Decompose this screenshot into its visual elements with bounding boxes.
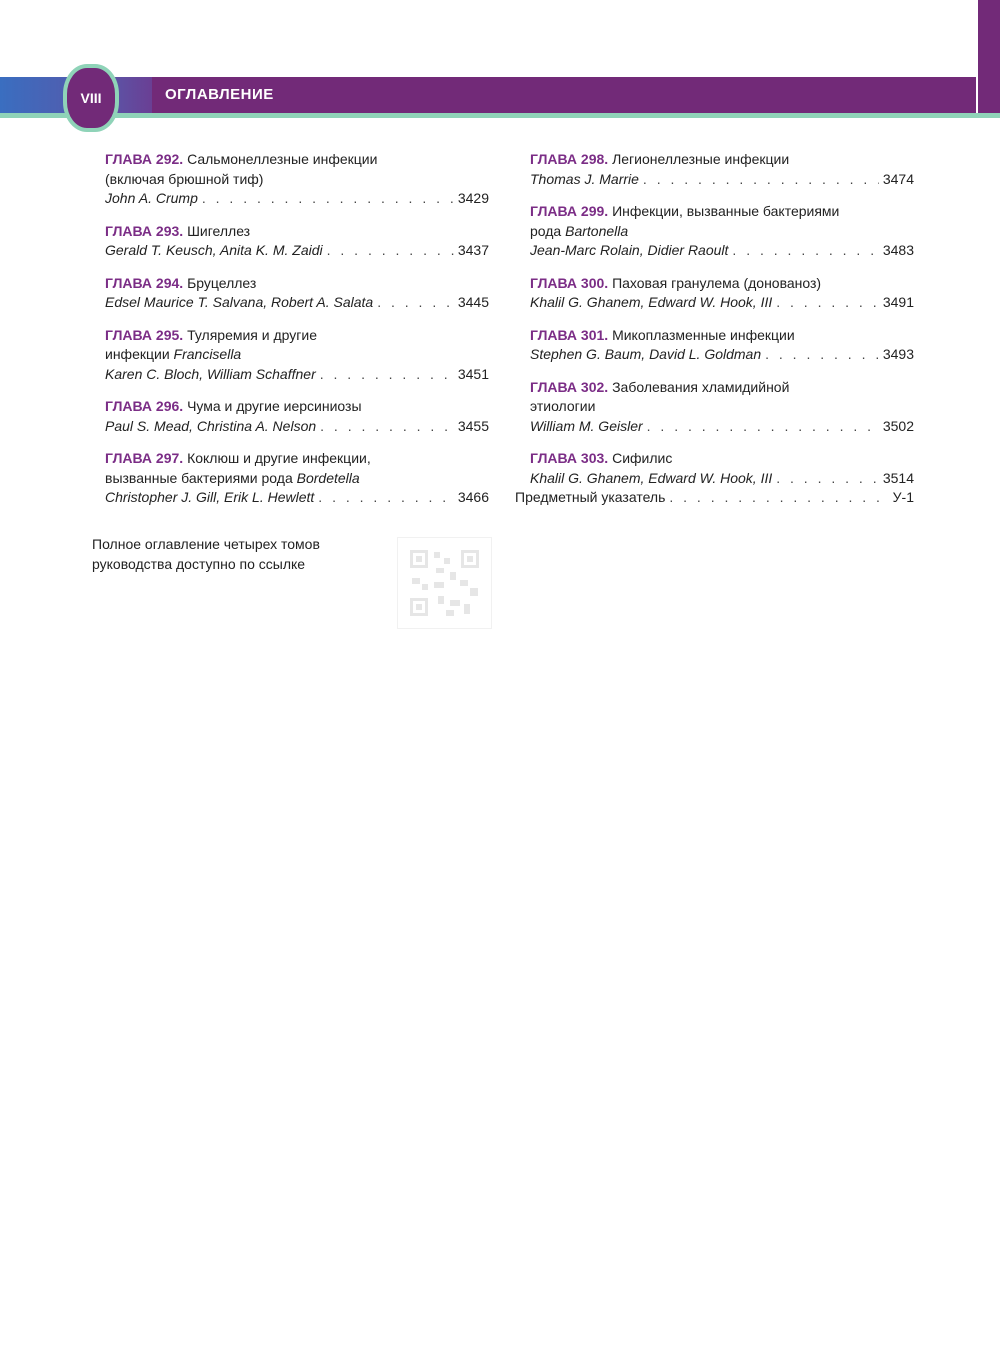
chapter-title-line [105, 222, 489, 242]
page-number: 3445 [457, 294, 489, 310]
authors: Edsel Maurice T. Salvana, Robert A. Salata [105, 294, 374, 310]
full-toc-note-line: Полное оглавление четырех томов [92, 536, 320, 552]
toc-entry[interactable] [530, 378, 914, 437]
dot-leader [776, 469, 879, 489]
dot-leader [765, 345, 879, 365]
index-label: Предметный указатель [515, 489, 666, 505]
authors-line [105, 293, 489, 313]
authors-line [105, 241, 489, 261]
chapter-title-text: Заболевания хламидийной [612, 378, 790, 395]
authors: Stephen G. Baum, David L. Goldman [530, 346, 762, 362]
chapter-title-line [105, 150, 489, 170]
chapter-title-text: вызванные бактериями рода [105, 469, 297, 486]
chapter-title-line [530, 274, 914, 294]
chapter-number: ГЛАВА 298. [530, 151, 609, 167]
chapter-number: ГЛАВА 303. [530, 450, 609, 466]
toc-entry[interactable] [105, 150, 489, 209]
toc-entry[interactable] [530, 202, 914, 261]
authors-line [530, 170, 914, 190]
authors: Gerald T. Keusch, Anita K. M. Zaidi [105, 242, 323, 258]
chapter-title-text: Шигеллез [187, 222, 251, 239]
toc-entry[interactable] [530, 449, 914, 488]
genus-name: Francisella [173, 346, 242, 362]
chapter-title-line [105, 326, 489, 346]
dot-leader [320, 417, 454, 437]
authors-line [105, 488, 489, 508]
chapter-title-text: Инфекции, вызванные бактериями [612, 203, 840, 219]
page-number: 3451 [457, 365, 489, 382]
authors: Jean-Marc Rolain, Didier Raoult [530, 242, 729, 258]
authors: Paul S. Mead, Christina A. Nelson [105, 417, 317, 434]
chapter-title-text: Чума и другие иерсиниозы [187, 398, 362, 414]
chapter-number: ГЛАВА 299. [530, 203, 609, 219]
chapter-title-line [105, 397, 489, 417]
chapter-title-line [530, 326, 914, 346]
full-toc-note [92, 535, 342, 574]
genus-name: Bordetella [296, 469, 360, 486]
dot-leader [202, 189, 454, 209]
dot-leader [643, 170, 879, 190]
chapter-number: ГЛАВА 296. [105, 398, 184, 414]
chapter-title-text: Микоплазменные инфекции [612, 326, 795, 343]
toc-entry[interactable] [105, 222, 489, 261]
toc-entry[interactable] [105, 274, 489, 313]
chapter-title-text: Бруцеллез [187, 274, 257, 291]
chapter-title-line [105, 345, 489, 365]
dot-leader [669, 489, 888, 505]
chapter-title-text: Легионеллезные инфекции [612, 151, 790, 167]
toc-entry[interactable] [105, 397, 489, 436]
chapter-title-line [530, 449, 914, 469]
page-number: 3491 [882, 294, 914, 310]
chapter-title-text: этиологии [530, 398, 596, 414]
authors-line [105, 189, 489, 209]
chapter-title-line [105, 449, 489, 469]
authors-line [530, 469, 914, 489]
dot-leader [377, 293, 454, 313]
page-number: 3455 [457, 417, 489, 434]
qr-code-graphic [398, 538, 491, 628]
page-number: 3466 [457, 489, 489, 505]
dot-leader [647, 417, 879, 437]
authors: Karen C. Bloch, William Schaffner [105, 365, 316, 382]
index-entry[interactable] [515, 489, 914, 505]
toc-right-column [530, 150, 914, 501]
chapter-number: ГЛАВА 292. [105, 151, 184, 167]
authors: John A. Crump [105, 190, 198, 206]
toc-left-column [105, 150, 489, 521]
chapter-number: ГЛАВА 302. [530, 378, 609, 395]
toc-entry[interactable] [105, 449, 489, 508]
dot-leader [318, 488, 454, 508]
authors-line [105, 417, 489, 437]
chapter-title-text: инфекции [105, 346, 174, 362]
page-number: 3437 [457, 242, 489, 258]
chapter-number: ГЛАВА 295. [105, 326, 184, 343]
right-edge-strip [978, 0, 1000, 118]
chapter-title-line [530, 222, 914, 242]
chapter-title-line [530, 378, 914, 398]
chapter-title-text: Сифилис [612, 450, 673, 466]
chapter-title-text: Коклюш и другие инфекции, [187, 450, 371, 466]
qr-code-icon[interactable] [397, 537, 492, 629]
chapter-number: ГЛАВА 293. [105, 222, 184, 239]
page-number: 3483 [882, 242, 914, 258]
authors: Khalil G. Ghanem, Edward W. Hook, III [530, 469, 773, 486]
dot-leader [320, 365, 454, 385]
authors: Khalil G. Ghanem, Edward W. Hook, III [530, 294, 773, 310]
chapter-title-text: Сальмонеллезные инфекции [187, 151, 378, 167]
page-title: ОГЛАВЛЕНИЕ [165, 86, 274, 103]
toc-entry[interactable] [530, 150, 914, 189]
chapter-title-line [530, 150, 914, 170]
page-number: 3493 [882, 346, 914, 362]
toc-entry[interactable] [105, 326, 489, 385]
authors-line [530, 345, 914, 365]
chapter-title-line [530, 397, 914, 417]
chapter-title-text: Туляремия и другие [187, 326, 317, 343]
chapter-title-text: Паховая гранулема (донованоз) [612, 274, 822, 291]
authors: William M. Geisler [530, 417, 643, 434]
chapter-title-line [105, 170, 489, 190]
authors: Thomas J. Marrie [530, 170, 639, 187]
authors: Christopher J. Gill, Erik L. Hewlett [105, 489, 315, 505]
authors-line [530, 417, 914, 437]
authors-line [530, 241, 914, 261]
full-toc-note-line: руководства доступно по ссылке [92, 555, 306, 572]
chapter-title-text: (включая брюшной тиф) [105, 170, 264, 187]
chapter-number: ГЛАВА 300. [530, 274, 609, 291]
dot-leader [327, 241, 454, 261]
genus-name: Bartonella [565, 222, 629, 239]
page-number: 3514 [882, 469, 914, 486]
authors-line [105, 365, 489, 385]
index-page: У-1 [892, 489, 914, 505]
chapter-title-line [105, 274, 489, 294]
chapter-title-line [530, 202, 914, 222]
authors-line [530, 293, 914, 313]
page-number: 3474 [882, 170, 914, 187]
page-number: 3502 [882, 417, 914, 434]
dot-leader [732, 241, 878, 261]
chapter-number: ГЛАВА 297. [105, 450, 184, 466]
toc-entry[interactable] [530, 326, 914, 365]
dot-leader [776, 293, 879, 313]
chapter-title-text: рода [530, 222, 566, 239]
chapter-number: ГЛАВА 294. [105, 274, 184, 291]
chapter-title-line [105, 469, 489, 489]
header-underline [0, 113, 1000, 118]
toc-entry[interactable] [530, 274, 914, 313]
chapter-number: ГЛАВА 301. [530, 326, 609, 343]
page-number-badge: VIII [63, 64, 119, 132]
page-number: 3429 [457, 190, 489, 206]
